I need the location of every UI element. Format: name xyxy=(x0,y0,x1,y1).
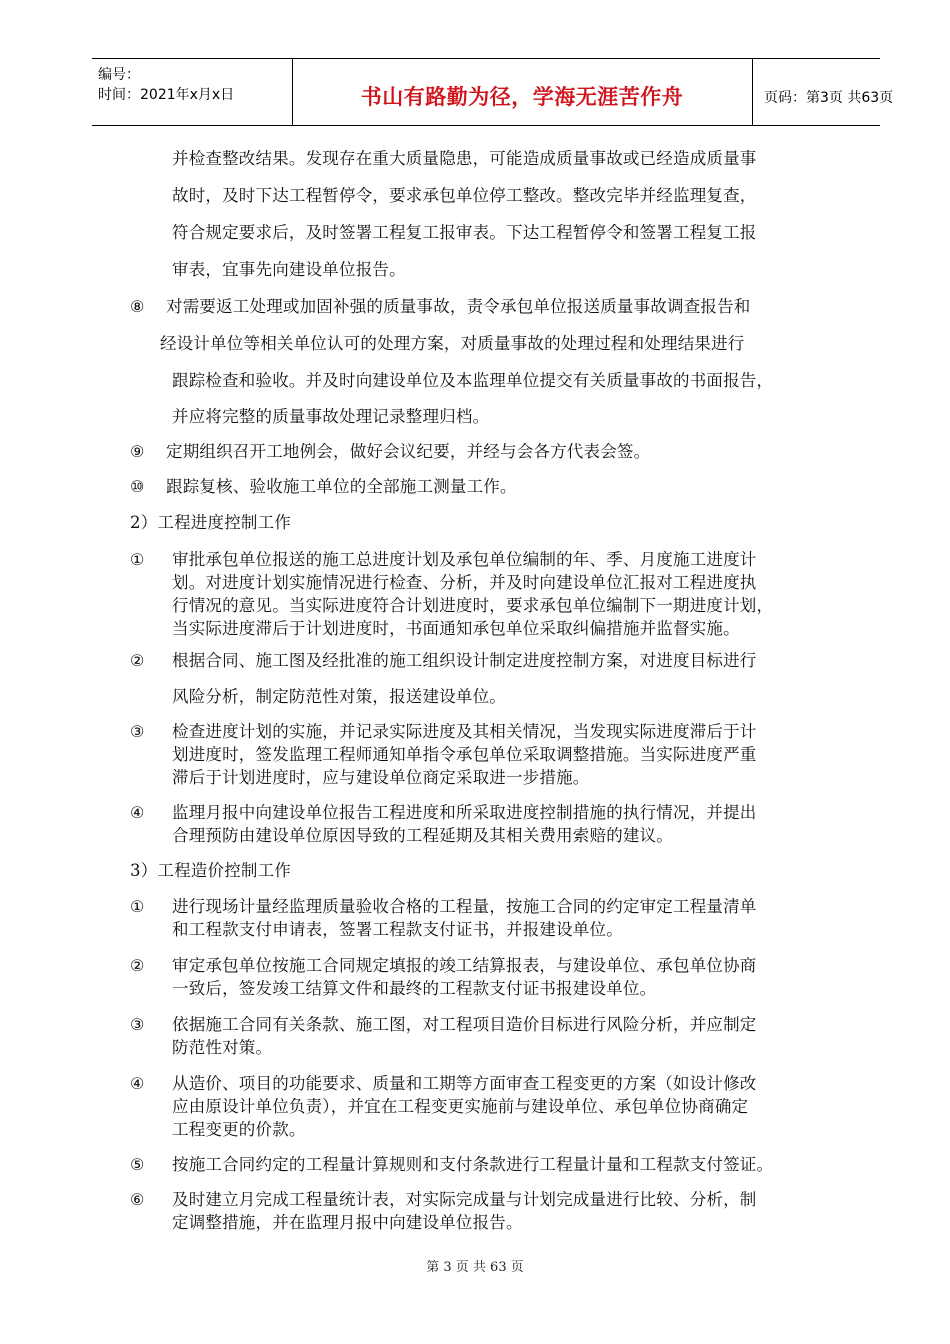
body-line: 风险分析，制定防范性对策，报送建设单位。 xyxy=(172,687,506,706)
body-line: 经设计单位等相关单位认可的处理方案，对质量事故的处理过程和处理结果进行 xyxy=(160,334,745,353)
list-number: ⑥ xyxy=(130,1190,145,1209)
body-line: 并检查整改结果。发现存在重大质量隐患，可能造成质量事故或已经造成质量事 xyxy=(172,149,757,168)
header-page-label: 页码：第3页 共63页 xyxy=(764,90,894,106)
list-number: ③ xyxy=(130,722,145,741)
body-line: 防范性对策。 xyxy=(172,1038,273,1057)
body-line: 根据合同、施工图及经批准的施工组织设计制定进度控制方案，对进度目标进行 xyxy=(172,651,757,670)
page-header xyxy=(92,58,894,126)
header-page-cell xyxy=(752,59,894,125)
body-line: 行情况的意见。当实际进度符合计划进度时，要求承包单位编制下一期进度计划， xyxy=(172,596,774,615)
body-line: 定调整措施，并在监理月报中向建设单位报告。 xyxy=(172,1213,523,1232)
header-motto: 书山有路勤为径，学海无涯苦作舟 xyxy=(360,85,684,109)
body-line: 及时建立月完成工程量统计表，对实际完成量与计划完成量进行比较、分析，制 xyxy=(172,1190,757,1209)
body-line: 和工程款支付申请表，签署工程款支付证书，并报建设单位。 xyxy=(172,920,623,939)
body-line: 审定承包单位按施工合同规定填报的竣工结算报表，与建设单位、承包单位协商 xyxy=(172,956,757,975)
section-heading: 3）工程造价控制工作 xyxy=(130,861,291,880)
body-line: 从造价、项目的功能要求、质量和工期等方面审查工程变更的方案（如设计修改 xyxy=(172,1074,757,1093)
body-line: 审批承包单位报送的施工总进度计划及承包单位编制的年、季、月度施工进度计 xyxy=(172,550,757,569)
body-line: 并应将完整的质量事故处理记录整理归档。 xyxy=(172,407,490,426)
body-line: 当实际进度滞后于计划进度时，书面通知承包单位采取纠偏措施并监督实施。 xyxy=(172,619,740,638)
body-line: 监理月报中向建设单位报告工程进度和所采取进度控制措施的执行情况，并提出 xyxy=(172,803,757,822)
body-line: 划。对进度计划实施情况进行检查、分析，并及时向建设单位汇报对工程进度执 xyxy=(172,573,757,592)
list-number: ② xyxy=(130,956,145,975)
body-line: 故时，及时下达工程暂停令，要求承包单位停工整改。整改完毕并经监理复查， xyxy=(172,186,757,205)
body-line: 进行现场计量经监理质量验收合格的工程量，按施工合同的约定审定工程量清单 xyxy=(172,897,757,916)
body-line: 按施工合同约定的工程量计算规则和支付条款进行工程量计量和工程款支付签证。 xyxy=(172,1155,774,1174)
list-number: ⑤ xyxy=(130,1155,145,1174)
list-number: ② xyxy=(130,651,145,670)
body-line: 工程变更的价款。 xyxy=(172,1120,306,1139)
header-time-label: 时间：2021年x月x日 xyxy=(98,87,235,103)
page-footer: 第 3 页 共 63 页 xyxy=(426,1260,524,1275)
header-motto-cell xyxy=(292,59,753,125)
list-number: ③ xyxy=(130,1015,145,1034)
header-number-label: 编号： xyxy=(98,67,140,83)
body-line: 对需要返工处理或加固补强的质量事故，责令承包单位报送质量事故调查报告和 xyxy=(166,297,751,316)
body-line: 应由原设计单位负责），并宜在工程变更实施前与建设单位、承包单位协商确定 xyxy=(172,1097,749,1116)
list-number: ⑨ xyxy=(130,442,145,461)
list-number: ④ xyxy=(130,803,145,822)
body-line: 合理预防由建设单位原因导致的工程延期及其相关费用索赔的建议。 xyxy=(172,826,673,845)
body-line: 划进度时，签发监理工程师通知单指令承包单位采取调整措施。当实际进度严重 xyxy=(172,745,757,764)
list-number: ⑧ xyxy=(130,297,145,316)
body-line: 跟踪检查和验收。并及时向建设单位及本监理单位提交有关质量事故的书面报告， xyxy=(172,371,774,390)
body-line: 一致后，签发竣工结算文件和最终的工程款支付证书报建设单位。 xyxy=(172,979,657,998)
body-line: 检查进度计划的实施，并记录实际进度及其相关情况，当发现实际进度滞后于计 xyxy=(172,722,757,741)
list-number: ① xyxy=(130,897,145,916)
list-number: ⑩ xyxy=(130,477,145,496)
body-line: 跟踪复核、验收施工单位的全部施工测量工作。 xyxy=(166,477,517,496)
list-number: ④ xyxy=(130,1074,145,1093)
header-info-cell xyxy=(92,59,293,125)
body-line: 符合规定要求后，及时签署工程复工报审表。下达工程暂停令和签署工程复工报 xyxy=(172,223,757,242)
list-number: ① xyxy=(130,550,145,569)
body-line: 依据施工合同有关条款、施工图，对工程项目造价目标进行风险分析，并应制定 xyxy=(172,1015,757,1034)
body-line: 审表，宜事先向建设单位报告。 xyxy=(172,260,406,279)
body-line: 滞后于计划进度时，应与建设单位商定采取进一步措施。 xyxy=(172,768,590,787)
body-line: 定期组织召开工地例会，做好会议纪要，并经与会各方代表会签。 xyxy=(166,442,651,461)
section-heading: 2）工程进度控制工作 xyxy=(130,513,291,532)
